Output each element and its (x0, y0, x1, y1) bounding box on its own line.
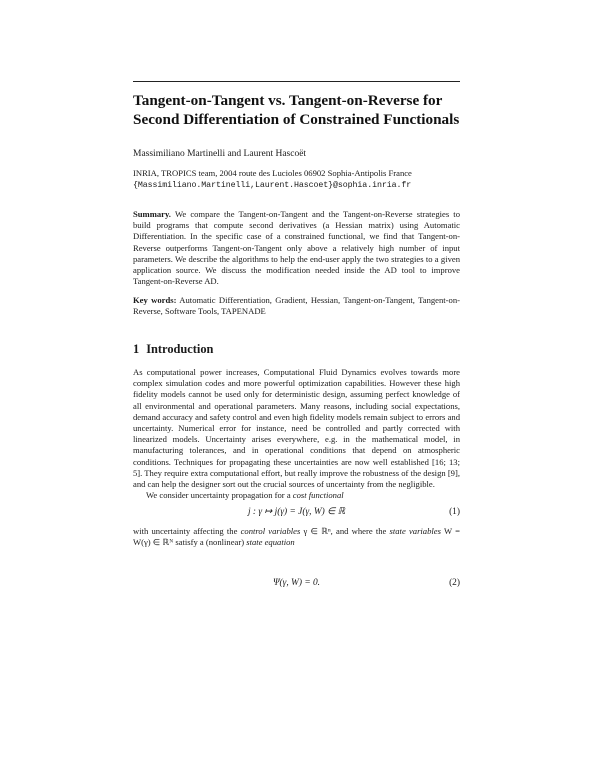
consider-emphasis: cost functional (292, 490, 344, 501)
state-text-3: W = W(γ) ∈ ℝᴺ satisfy a (nonlinear) (133, 526, 460, 548)
intro-paragraph: As computational power increases, Computational Fluid Dynamics evolves towards more complex simulation codes and more powerful optimization capabilities. However these high fidelity models cannot be used only for deterministic design, assuming perfect knowledge of all environmental and operational parameters. Many reasons, including social expectations, demand accuracy and safety control and even high fidelity models remain subject to errors and uncertainty. Numerical error for instance, need be controlled and partly corrected with linearized models. Uncertainty arises everywhere, e.g. in the mathematical model, in manufacturing tolerances, and in operational conditions that depend on atmospheric conditions. Techniques for propagating these uncertainties are now well established [16; 13; 5]. They require extra computational effort, but really improve the robustness of the design [9], and can help the designer sort out the crucial sources of uncertainty from the negligible. (133, 367, 460, 490)
state-paragraph (133, 526, 460, 548)
paper-title: Tangent-on-Tangent vs. Tangent-on-Reverse for Second Differentiation of Constrained Functionals (133, 92, 460, 128)
state-emphasis-1: control variables (240, 526, 301, 536)
equation-2-number: (2) (449, 578, 460, 588)
keywords-text: Automatic Differentiation, Gradient, Hessian, Tangent-on-Tangent, Tangent-on-Reverse, Software Tools, TAPENADE (133, 295, 460, 317)
equation-1-number: (1) (449, 507, 460, 517)
affiliation: INRIA, TROPICS team, 2004 route des Lucioles 06902 Sophia-Antipolis France (133, 168, 412, 178)
keywords-label: Key words: (133, 295, 177, 305)
summary-text: We compare the Tangent-on-Tangent and the Tangent-on-Reverse strategies to build programs that compute second derivatives (a Hessian matrix) using Automatic Differentiation. In the specific case of a constrained functional, we find that Tangent-on-Reverse outperforms Tangent-on-Tangent only above a relatively high number of input parameters. We describe the algorithms to help the end-user apply the two strategies to a given application source. We discuss the modification needed inside the AD tool to improve Tangent-on-Reverse AD. (133, 209, 460, 287)
keywords (133, 295, 460, 317)
state-text-2: γ ∈ ℝⁿ, and where the (303, 526, 387, 536)
section-heading (133, 342, 213, 357)
state-emphasis-3: state equation (246, 537, 295, 548)
state-text (133, 526, 460, 548)
state-text-1: with uncertainty affecting the (133, 526, 238, 536)
equation-1-body: j : γ ↦ j(γ) = J(γ, W) ∈ ℝ (247, 507, 346, 517)
email-addresses: {Massimiliano.Martinelli,Laurent.Hascoet}@sophia.inria.fr (133, 181, 412, 190)
state-emphasis-2: state variables (389, 526, 441, 536)
summary-label: Summary. (133, 209, 171, 219)
top-rule (133, 81, 460, 82)
abstract (133, 209, 460, 287)
section-number: 1 (133, 342, 140, 356)
equation-2-body: Ψ(γ, W) = 0. (272, 578, 321, 588)
intro-body (133, 367, 460, 501)
authors: Massimiliano Martinelli and Laurent Hascoët (133, 149, 307, 159)
consider-paragraph (133, 490, 460, 501)
section-title: Introduction (146, 342, 214, 356)
consider-text: We consider uncertainty propagation for a (146, 490, 291, 501)
